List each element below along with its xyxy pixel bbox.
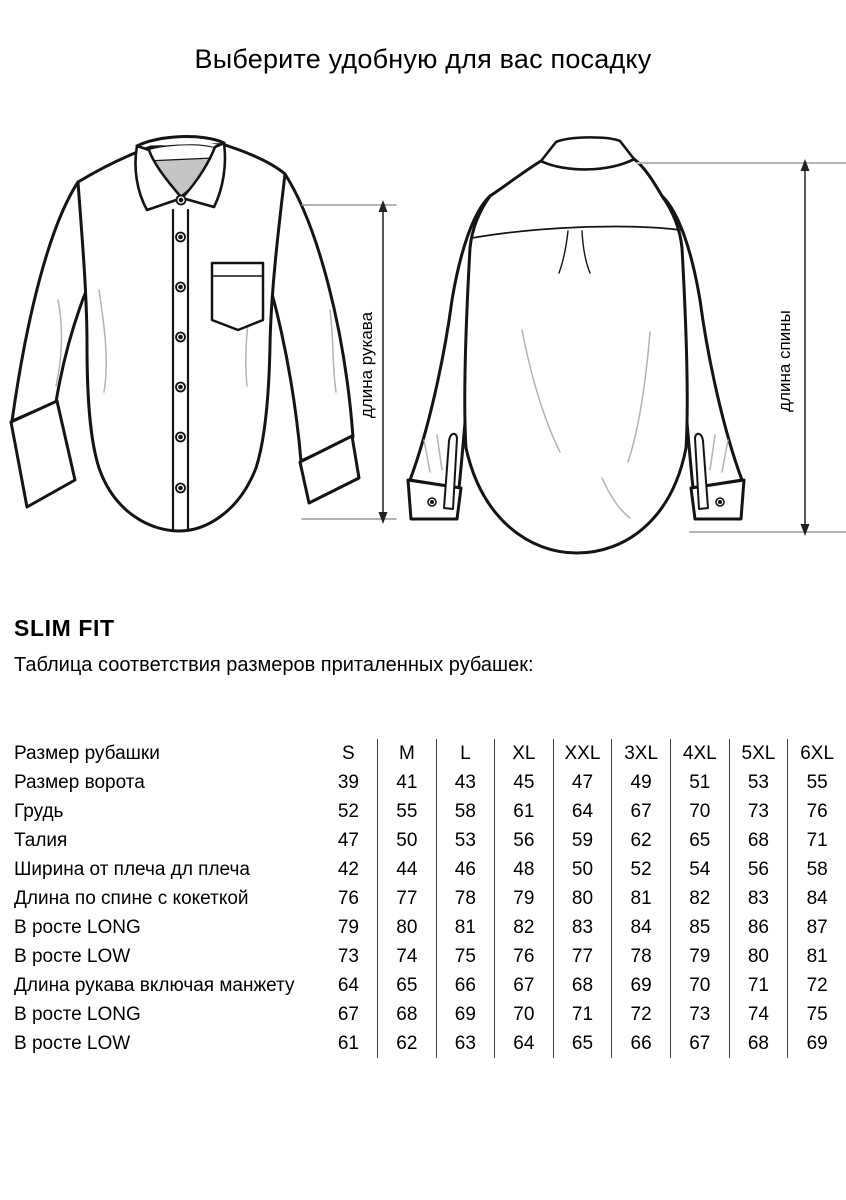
size-cell: 81 (612, 884, 671, 913)
size-cell: 83 (729, 884, 788, 913)
row-label: Размер рубашки (14, 742, 160, 764)
table-row (14, 826, 846, 855)
size-cell: 47 (337, 829, 359, 851)
size-cell: 76 (337, 887, 359, 909)
size-cell: 65 (378, 971, 436, 1000)
size-cell: 52 (337, 800, 359, 822)
size-cell: 48 (495, 855, 554, 884)
size-cell: 79 (670, 942, 729, 971)
table-caption: Таблица соответствия размеров приталенных рубашек: (14, 654, 534, 676)
page-title: Выберите удобную для вас посадку (194, 44, 652, 74)
size-cell: 63 (436, 1029, 494, 1058)
size-cell: 68 (729, 1029, 788, 1058)
size-cell: 44 (378, 855, 436, 884)
table-row (14, 971, 846, 1000)
size-cell: 41 (378, 768, 436, 797)
row-label: Длина рукава включая манжету (14, 974, 295, 996)
size-table (14, 739, 846, 1058)
size-cell: 78 (436, 884, 494, 913)
size-cell: 67 (670, 1029, 729, 1058)
size-cell: 75 (436, 942, 494, 971)
row-label: Талия (14, 829, 68, 851)
size-cell: 67 (495, 971, 554, 1000)
size-cell: 66 (436, 971, 494, 1000)
row-label: Грудь (14, 800, 64, 822)
table-row (14, 884, 846, 913)
size-cell: S (342, 742, 355, 764)
size-cell: 84 (788, 884, 846, 913)
size-cell: 52 (612, 855, 671, 884)
size-cell: M (378, 739, 436, 768)
row-label: В росте LOW (14, 1032, 131, 1054)
size-cell: 82 (670, 884, 729, 913)
table-row (14, 1000, 846, 1029)
size-cell: 42 (337, 858, 359, 880)
size-cell: 59 (553, 826, 612, 855)
size-cell: 71 (788, 826, 846, 855)
size-cell: 70 (670, 797, 729, 826)
sleeve-length-label: длина рукава (357, 311, 376, 419)
size-cell: 66 (612, 1029, 671, 1058)
size-cell: 5XL (729, 739, 788, 768)
size-cell: 46 (436, 855, 494, 884)
size-cell: 51 (670, 768, 729, 797)
size-cell: 85 (670, 913, 729, 942)
table-row (14, 797, 846, 826)
size-cell: 64 (495, 1029, 554, 1058)
size-cell: 67 (612, 797, 671, 826)
size-cell: 76 (788, 797, 846, 826)
size-cell: 50 (553, 855, 612, 884)
size-cell: 78 (612, 942, 671, 971)
size-cell: 86 (729, 913, 788, 942)
size-cell: 65 (553, 1029, 612, 1058)
size-cell: 73 (337, 945, 359, 967)
size-cell: 75 (788, 1000, 846, 1029)
size-cell: 70 (495, 1000, 554, 1029)
size-cell: 77 (378, 884, 436, 913)
size-cell: 4XL (670, 739, 729, 768)
row-label: Размер ворота (14, 771, 145, 793)
size-cell: 73 (670, 1000, 729, 1029)
size-cell: 3XL (612, 739, 671, 768)
size-cell: 64 (553, 797, 612, 826)
row-label: В росте LONG (14, 1003, 141, 1025)
size-cell: 81 (788, 942, 846, 971)
size-cell: 72 (788, 971, 846, 1000)
table-row (14, 1029, 846, 1058)
size-cell: 49 (612, 768, 671, 797)
size-cell: 55 (378, 797, 436, 826)
size-cell: 80 (729, 942, 788, 971)
size-cell: 79 (337, 916, 359, 938)
size-cell: 82 (495, 913, 554, 942)
size-cell: 67 (337, 1003, 359, 1025)
size-cell: 58 (436, 797, 494, 826)
size-cell: 74 (729, 1000, 788, 1029)
size-cell: 53 (436, 826, 494, 855)
fit-heading: SLIM FIT (14, 615, 115, 641)
size-cell: 74 (378, 942, 436, 971)
size-cell: 58 (788, 855, 846, 884)
size-cell: 47 (553, 768, 612, 797)
size-cell: 71 (729, 971, 788, 1000)
size-cell: 61 (495, 797, 554, 826)
size-cell: 70 (670, 971, 729, 1000)
size-cell: 54 (670, 855, 729, 884)
size-cell: 73 (729, 797, 788, 826)
table-row (14, 913, 846, 942)
size-cell: 69 (436, 1000, 494, 1029)
row-label: Ширина от плеча дл плеча (14, 858, 250, 880)
table-row (14, 768, 846, 797)
size-cell: 76 (495, 942, 554, 971)
size-cell: 53 (729, 768, 788, 797)
size-cell: 84 (612, 913, 671, 942)
size-cell: 39 (337, 771, 359, 793)
size-cell: 56 (729, 855, 788, 884)
size-cell: 80 (378, 913, 436, 942)
row-label: В росте LONG (14, 916, 141, 938)
size-cell: 77 (553, 942, 612, 971)
size-cell: 65 (670, 826, 729, 855)
size-cell: 69 (612, 971, 671, 1000)
size-cell: XXL (553, 739, 612, 768)
size-cell: 68 (553, 971, 612, 1000)
size-cell: 68 (378, 1000, 436, 1029)
size-cell: 79 (495, 884, 554, 913)
size-cell: 81 (436, 913, 494, 942)
size-cell: 69 (788, 1029, 846, 1058)
row-label: Длина по спине с кокеткой (14, 887, 249, 909)
size-cell: 87 (788, 913, 846, 942)
size-cell: 62 (378, 1029, 436, 1058)
size-cell: 64 (337, 974, 359, 996)
size-cell: 55 (788, 768, 846, 797)
back-length-label: длина спины (775, 310, 794, 412)
size-cell: 83 (553, 913, 612, 942)
size-cell: 61 (337, 1032, 359, 1054)
table-row (14, 942, 846, 971)
size-cell: 43 (436, 768, 494, 797)
table-row (14, 855, 846, 884)
shirt-front-drawing (11, 137, 359, 531)
shirt-back-drawing (408, 137, 744, 553)
size-cell: 71 (553, 1000, 612, 1029)
size-cell: 62 (612, 826, 671, 855)
size-cell: L (436, 739, 494, 768)
size-cell: 45 (495, 768, 554, 797)
size-cell: 50 (378, 826, 436, 855)
size-cell: 56 (495, 826, 554, 855)
table-row (14, 739, 846, 768)
size-cell: 6XL (788, 739, 846, 768)
size-cell: 80 (553, 884, 612, 913)
row-label: В росте LOW (14, 945, 131, 967)
size-cell: XL (495, 739, 554, 768)
size-cell: 68 (729, 826, 788, 855)
size-cell: 72 (612, 1000, 671, 1029)
shirt-diagram (0, 115, 846, 565)
